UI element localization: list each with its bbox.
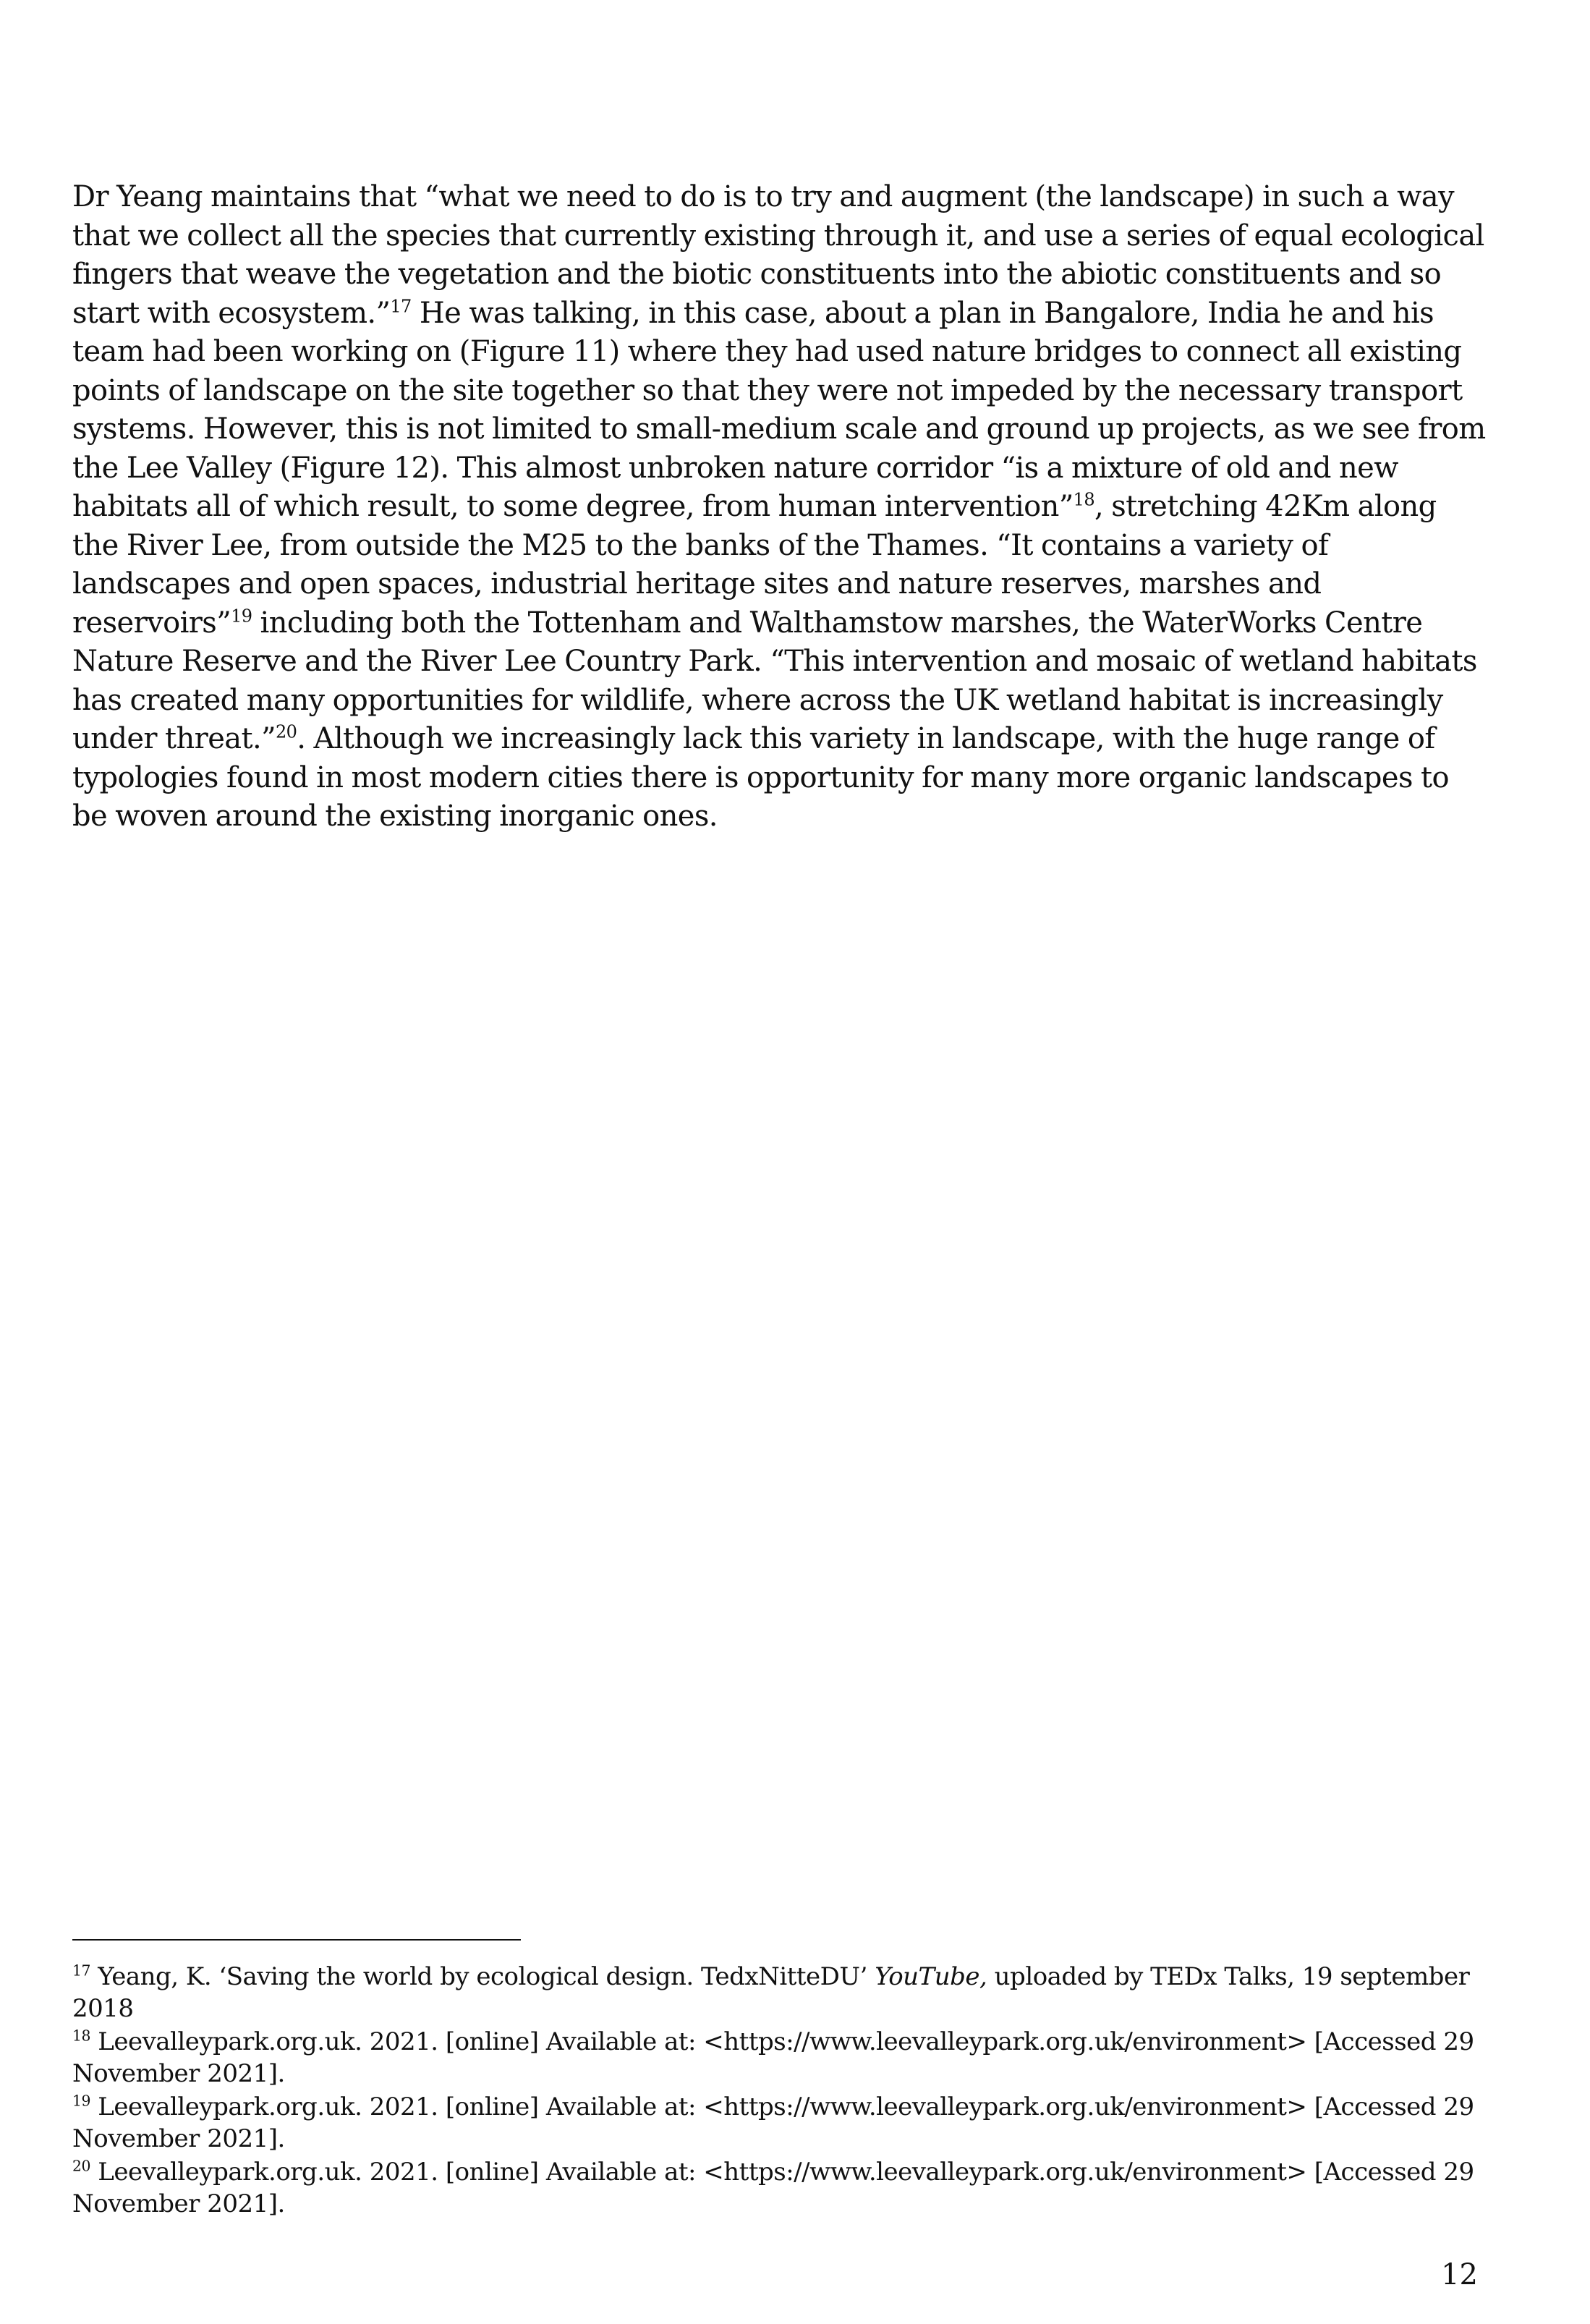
footnotes-section <box>72 1961 1490 2221</box>
footnote-18 <box>72 2026 1490 2090</box>
footnote-ref-18[interactable]: 18 <box>1073 489 1095 510</box>
body-text-segment-5: . Although we increasingly lack this variety in landscape, with the huge range of typologies found in most modern cities there is opportunity for many more organic landscapes to be woven around the existing inorganic ones. <box>72 722 1449 833</box>
body-text-segment-1: Dr Yeang maintains that “what we need to do is to try and augment (the landscape) in such a way that we collect all the species that currently existing through it, and use a series of equal ecological fingers that weave the vegetation and the biotic constituents into the abiotic constituents and so start with ecosystem.” <box>72 180 1484 330</box>
body-text-segment-3: , stretching 42Km along the River Lee, from outside the M25 to the banks of the Thames. “It contains a variety of landscapes and open spaces, industrial heritage sites and nature reserves, marshes and reservoirs” <box>72 490 1437 640</box>
body-paragraph <box>72 178 1490 836</box>
footnote-number: 20 <box>72 2157 90 2175</box>
footnote-ref-19[interactable]: 19 <box>231 606 252 627</box>
footnote-italic-text: YouTube, <box>875 1962 987 1991</box>
footnote-text: Leevalleypark.org.uk. 2021. [online] Available at: <https://www.leevalleypark.org.uk/environment> [Accessed 29 November 2021]. <box>72 2158 1474 2218</box>
footnote-ref-17[interactable]: 17 <box>390 296 412 317</box>
footnote-number: 18 <box>72 2027 90 2045</box>
footnote-number: 17 <box>72 1962 90 1980</box>
footnote-text: Yeang, K. ‘Saving the world by ecological design. TedxNitteDU’ <box>90 1962 875 1991</box>
footnote-number: 19 <box>72 2092 90 2110</box>
footnote-19 <box>72 2091 1490 2155</box>
footnote-20 <box>72 2156 1490 2220</box>
body-text-segment-2: He was talking, in this case, about a plan in Bangalore, India he and his team had been working on (Figure 11) where they had used nature bridges to connect all existing points of landscape on the site together so that they were not impeded by the necessary transport systems. However, this is not limited to small-medium scale and ground up projects, as we see from the Lee Valley (Figure 12). This almost unbroken nature corridor “is a mixture of old and new habitats all of which result, to some degree, from human intervention” <box>72 296 1486 523</box>
footnote-text: Leevalleypark.org.uk. 2021. [online] Available at: <https://www.leevalleypark.org.uk/environment> [Accessed 29 November 2021]. <box>72 2027 1474 2088</box>
footnote-17 <box>72 1961 1490 2024</box>
footnote-text-tail: uploaded by TEDx Talks, 19 september 2018 <box>72 1962 1470 2023</box>
footnote-separator <box>72 1939 521 1941</box>
footnote-text: Leevalleypark.org.uk. 2021. [online] Available at: <https://www.leevalleypark.org.uk/environment> [Accessed 29 November 2021]. <box>72 2092 1474 2153</box>
footnote-ref-20[interactable]: 20 <box>275 721 297 742</box>
page-number: 12 <box>1441 2258 1478 2291</box>
body-text-segment-4: including both the Tottenham and Walthamstow marshes, the WaterWorks Centre Nature Reserve and the River Lee Country Park. “This intervention and mosaic of wetland habitats has created many opportunities for wildlife, where across the UK wetland habitat is increasingly under threat.” <box>72 606 1477 755</box>
